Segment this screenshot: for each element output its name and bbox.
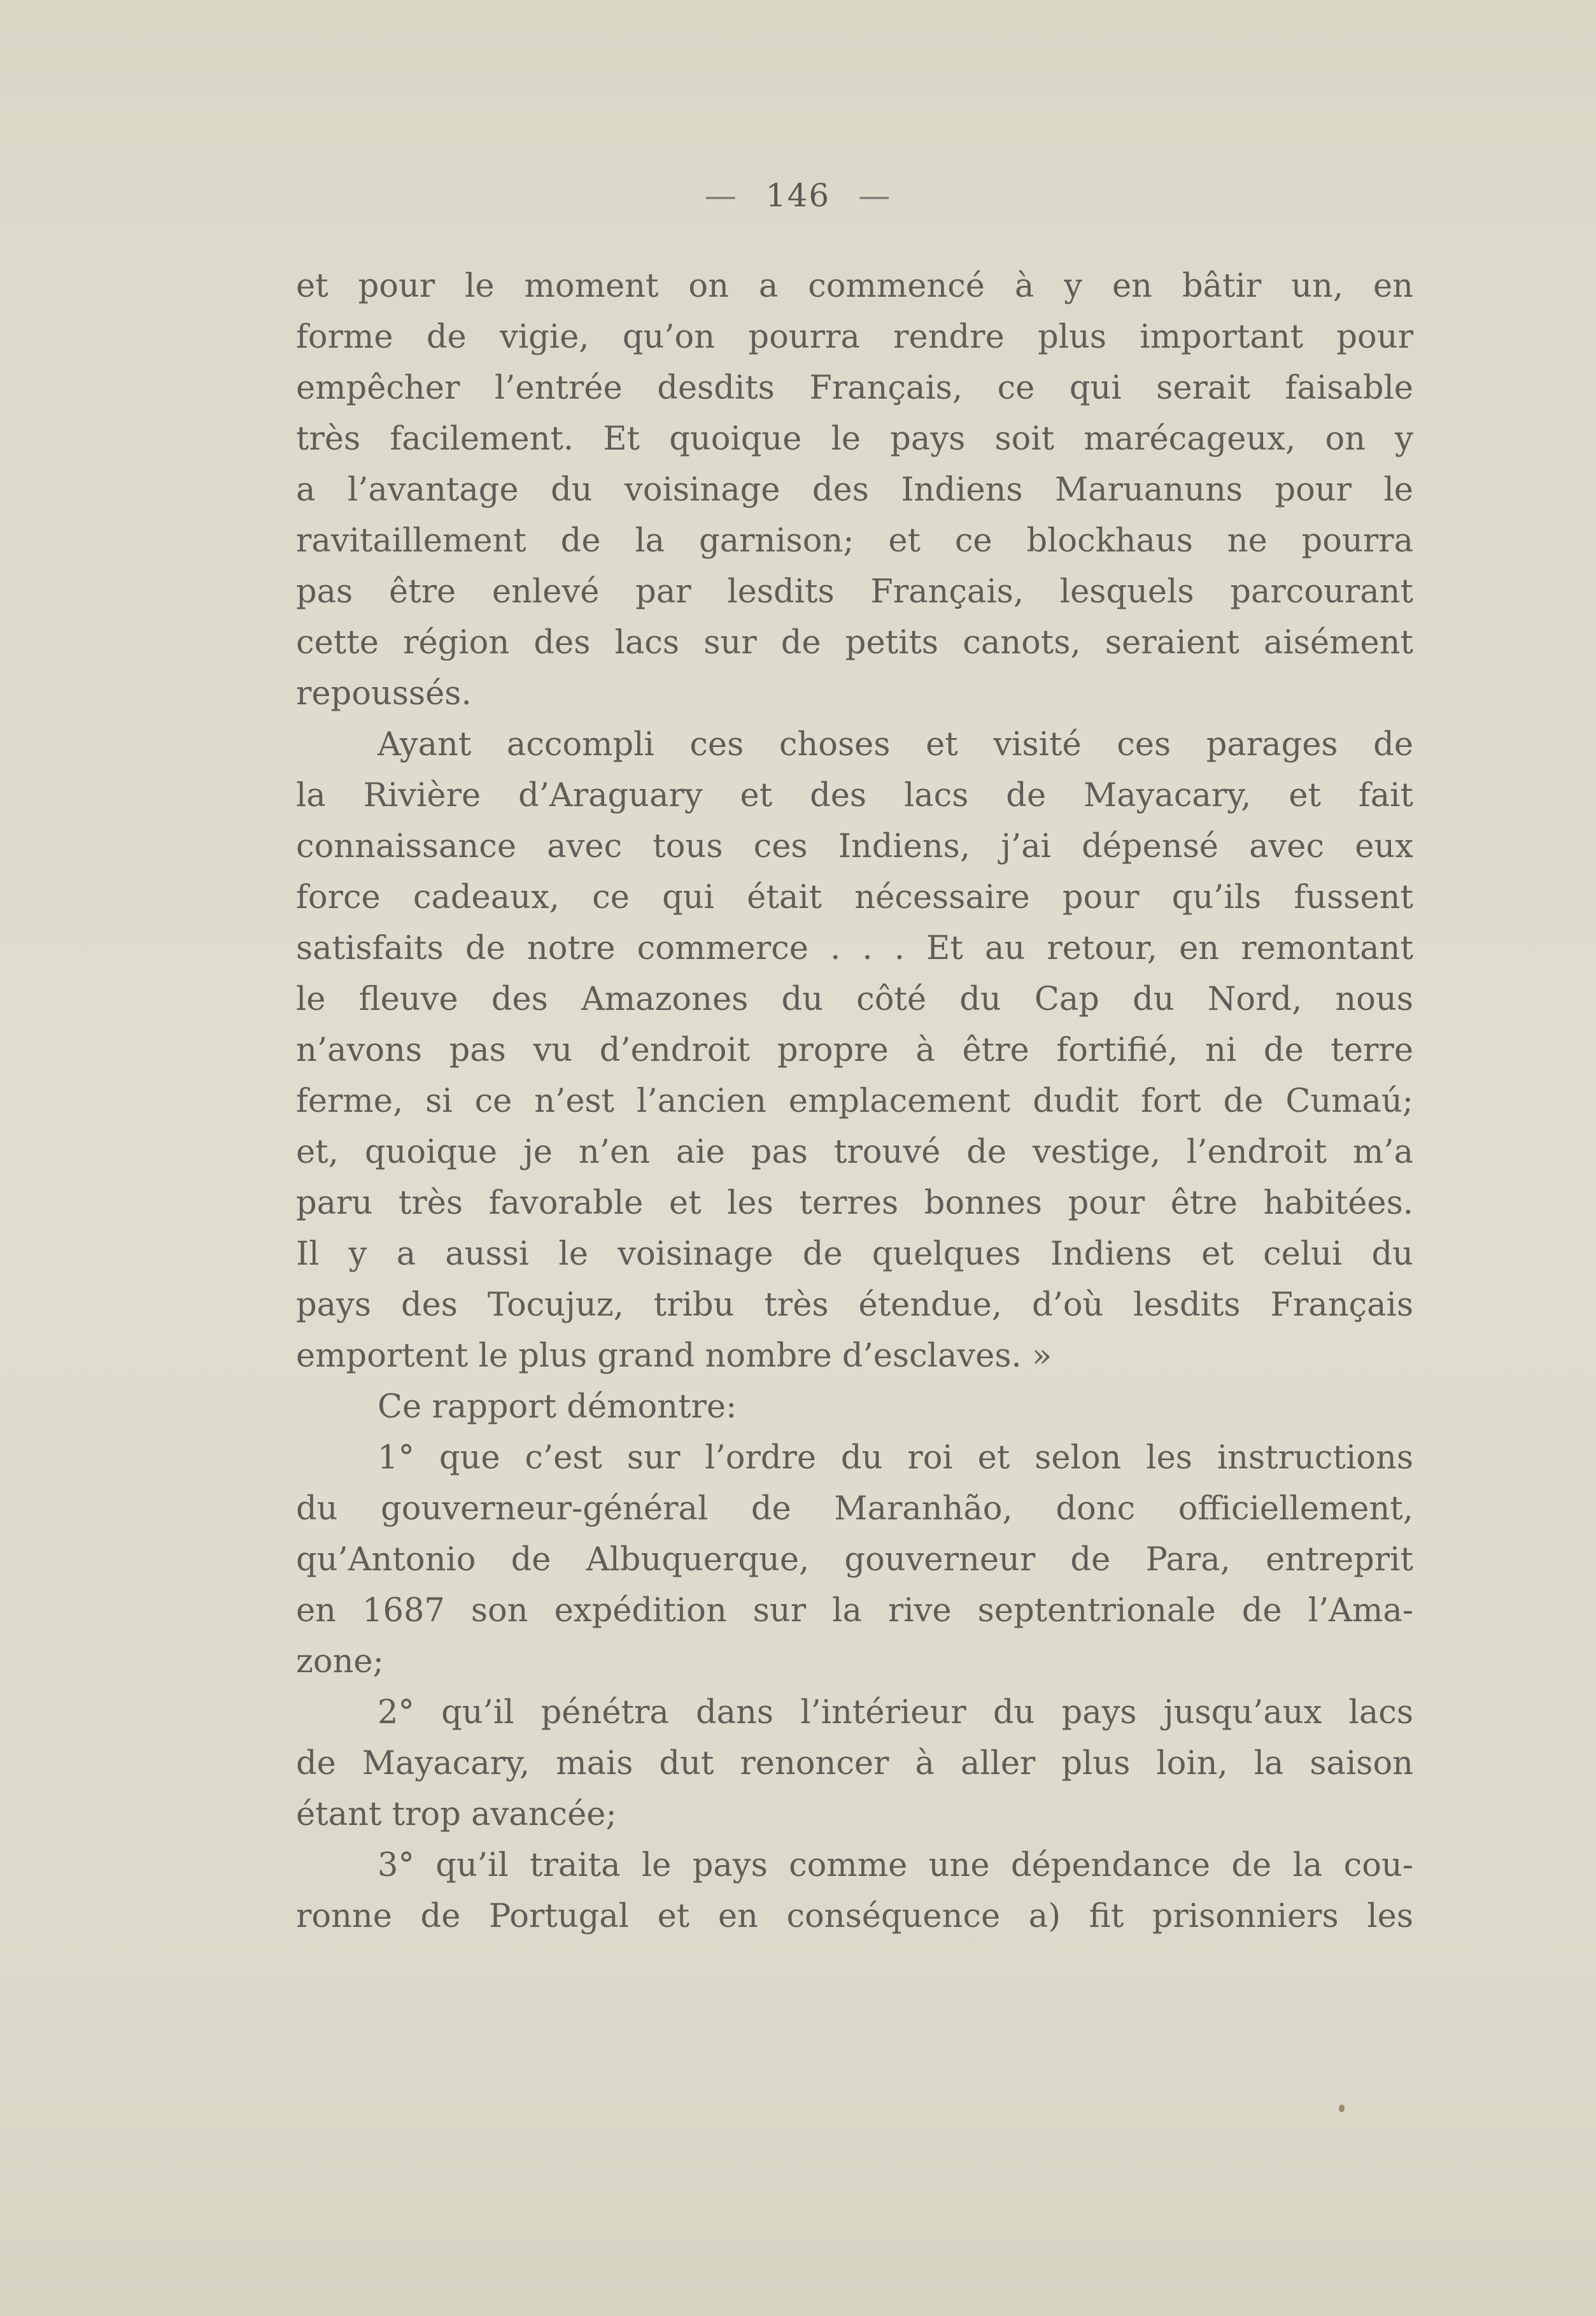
text-line: a l’avantage du voisinage des Indiens Maruanuns pour le <box>296 471 1413 509</box>
text-line: ravitaillement de la garnison; et ce blockhaus ne pourra <box>296 522 1413 560</box>
text-line: pays des Tocujuz, tribu très étendue, d’où lesdits Français <box>296 1286 1413 1324</box>
text-line: connaissance avec tous ces Indiens, j’ai dépensé avec eux <box>296 828 1413 865</box>
right-dash: — <box>858 177 892 214</box>
text-line: repoussés. <box>296 675 472 713</box>
body-text <box>296 261 1413 1942</box>
text-line: cette région des lacs sur de petits canots, seraient aisément <box>296 624 1413 662</box>
text-line: 2° qu’il pénétra dans l’intérieur du pays jusqu’aux lacs <box>378 1694 1413 1731</box>
text-line: 3° qu’il traita le pays comme une dépendance de la cou- <box>378 1847 1413 1884</box>
text-line: n’avons pas vu d’endroit propre à être fortifié, ni de terre <box>296 1032 1413 1069</box>
text-line: et, quoique je n’en aie pas trouvé de vestige, l’endroit m’a <box>296 1133 1413 1171</box>
text-line: étant trop avancée; <box>296 1796 617 1833</box>
text-line: force cadeaux, ce qui était nécessaire pour qu’ils fussent <box>296 879 1413 916</box>
text-line: Ce rapport démontre: <box>378 1388 737 1426</box>
text-line: satisfaits de notre commerce . . . Et au retour, en remontant <box>296 930 1413 967</box>
paper-speck <box>1339 2105 1345 2112</box>
text-line: emportent le plus grand nombre d’esclaves. » <box>296 1337 1052 1375</box>
text-line: zone; <box>296 1643 384 1680</box>
text-line: la Rivière d’Araguary et des lacs de Mayacary, et fait <box>296 777 1413 814</box>
text-line: paru très favorable et les terres bonnes pour être habitées. <box>296 1184 1413 1222</box>
left-dash: — <box>704 177 738 214</box>
page-number: 146 <box>765 177 831 214</box>
text-line: qu’Antonio de Albuquerque, gouverneur de Para, entreprit <box>296 1541 1413 1579</box>
text-line: du gouverneur-général de Maranhão, donc officiellement, <box>296 1490 1413 1528</box>
text-line: 1° que c’est sur l’ordre du roi et selon les instructions <box>378 1439 1413 1477</box>
text-line: Il y a aussi le voisinage de quelques Indiens et celui du <box>296 1235 1413 1273</box>
page-number-header <box>0 177 1596 214</box>
text-line: de Mayacary, mais dut renoncer à aller plus loin, la saison <box>296 1745 1413 1782</box>
text-line: ferme, si ce n’est l’ancien emplacement dudit fort de Cumaú; <box>296 1083 1413 1120</box>
text-line: pas être enlevé par lesdits Français, lesquels parcourant <box>296 573 1413 611</box>
text-line: forme de vigie, qu’on pourra rendre plus important pour <box>296 318 1413 356</box>
text-line: Ayant accompli ces choses et visité ces parages de <box>378 726 1413 764</box>
text-line: empêcher l’entrée desdits Français, ce qui serait faisable <box>296 369 1413 407</box>
text-line: ronne de Portugal et en conséquence a) fit prisonniers les <box>296 1898 1413 1935</box>
text-line: et pour le moment on a commencé à y en bâtir un, en <box>296 267 1413 305</box>
text-line: très facilement. Et quoique le pays soit marécageux, on y <box>296 420 1413 458</box>
text-line: en 1687 son expédition sur la rive septentrionale de l’Ama- <box>296 1592 1413 1630</box>
text-line: le fleuve des Amazones du côté du Cap du Nord, nous <box>296 981 1413 1018</box>
